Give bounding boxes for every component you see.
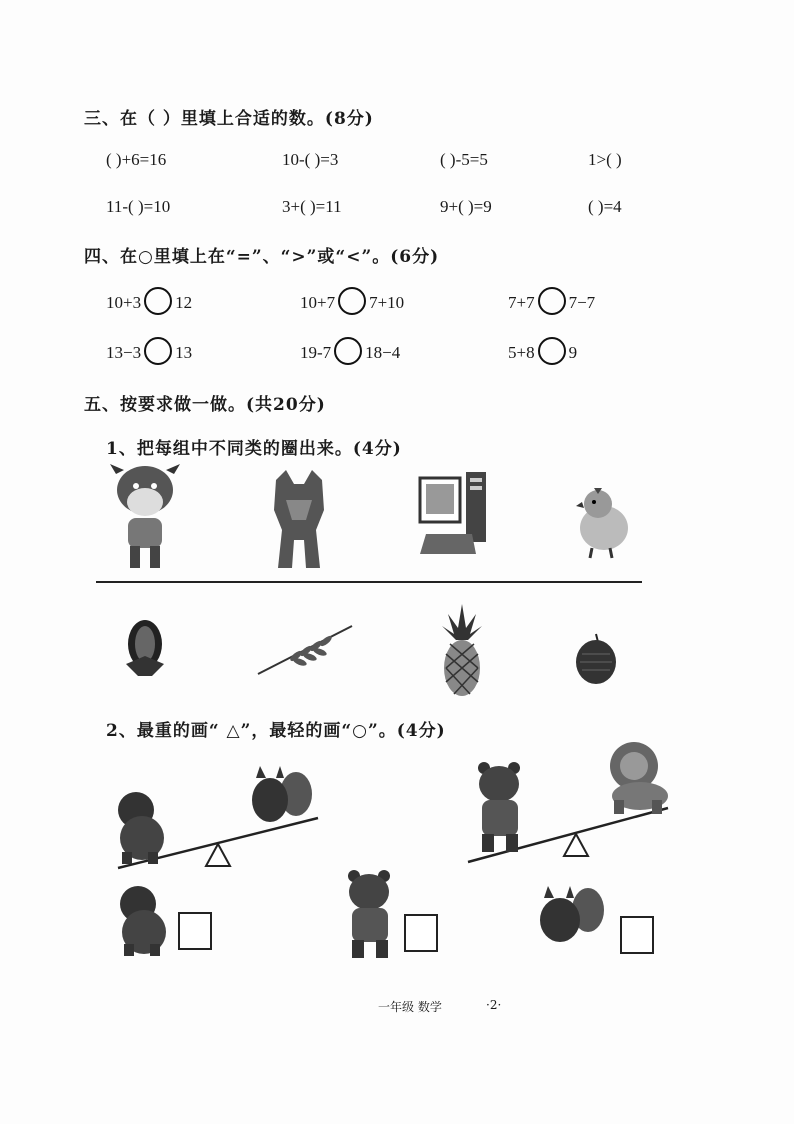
compare-left: 10+7 — [300, 292, 336, 312]
section4-heading: 四、在○里填上在“=”、“>”或“<”。(6分) — [84, 247, 440, 267]
footer-label: 一年级 数学 — [378, 1000, 442, 1014]
compare-left: 13−3 — [106, 342, 142, 362]
corn-icon[interactable] — [122, 618, 168, 678]
compare-circle[interactable] — [144, 287, 172, 315]
compare-circle[interactable] — [538, 337, 566, 365]
answer-box-dog[interactable] — [178, 912, 212, 950]
bear-icon — [472, 760, 530, 852]
pineapple-icon[interactable] — [440, 604, 484, 698]
compare-left: 10+3 — [106, 292, 142, 312]
wheat-icon[interactable] — [256, 624, 354, 676]
fill-blank-8[interactable]: ( )=4 — [588, 197, 622, 216]
compare-circle[interactable] — [334, 337, 362, 365]
fill-blank-3[interactable]: ( )-5=5 — [440, 150, 488, 169]
wolf-icon[interactable] — [266, 470, 332, 570]
compare-right: 9 — [568, 342, 578, 362]
bear-answer-icon — [340, 868, 400, 958]
squirrel-answer-icon — [536, 880, 606, 946]
answer-box-bear[interactable] — [404, 914, 438, 952]
compare-item-2 — [300, 290, 404, 318]
dog-icon — [114, 790, 170, 864]
section3-heading: 三、在（ ）里填上合适的数。(8分) — [84, 109, 374, 129]
compare-left: 5+8 — [508, 342, 535, 362]
compare-item-1 — [106, 290, 192, 318]
divider-line — [96, 581, 642, 583]
compare-item-6 — [508, 340, 577, 368]
section5-heading: 五、按要求做一做。(共20分) — [84, 395, 326, 415]
compare-right: 13 — [175, 342, 193, 362]
fill-blank-4[interactable]: 1>( ) — [588, 150, 622, 169]
compare-circle[interactable] — [144, 337, 172, 365]
chick-icon[interactable] — [576, 486, 632, 558]
apple-icon[interactable] — [574, 630, 618, 686]
compare-right: 18−4 — [365, 342, 401, 362]
compare-item-4 — [106, 340, 192, 368]
compare-right: 7+10 — [369, 292, 405, 312]
compare-left: 19-7 — [300, 342, 332, 362]
page-number: ·2· — [486, 998, 502, 1012]
squirrel-icon — [248, 764, 312, 826]
fill-blank-5[interactable]: 11-( )=10 — [106, 197, 171, 216]
q1-instruction: 1、把每组中不同类的圈出来。(4分) — [106, 439, 402, 459]
fill-blank-2[interactable]: 10-( )=3 — [282, 150, 339, 169]
compare-item-5 — [300, 340, 400, 368]
q2-instruction: 2、最重的画“ △”，最轻的画“○”。(4分) — [106, 721, 446, 741]
dog-answer-icon — [114, 884, 174, 956]
compare-circle[interactable] — [538, 287, 566, 315]
compare-left: 7+7 — [508, 292, 535, 312]
fill-blank-7[interactable]: 9+( )=9 — [440, 197, 492, 216]
compare-right: 7−7 — [568, 292, 596, 312]
cow-icon[interactable] — [110, 462, 180, 572]
compare-circle[interactable] — [338, 287, 366, 315]
compare-item-3 — [508, 290, 595, 318]
computer-icon[interactable] — [416, 472, 490, 562]
answer-box-squirrel[interactable] — [620, 916, 654, 954]
lion-icon — [604, 740, 670, 814]
fill-blank-6[interactable]: 3+( )=11 — [282, 197, 342, 216]
fill-blank-1[interactable]: ( )+6=16 — [106, 150, 167, 169]
compare-right: 12 — [175, 292, 193, 312]
